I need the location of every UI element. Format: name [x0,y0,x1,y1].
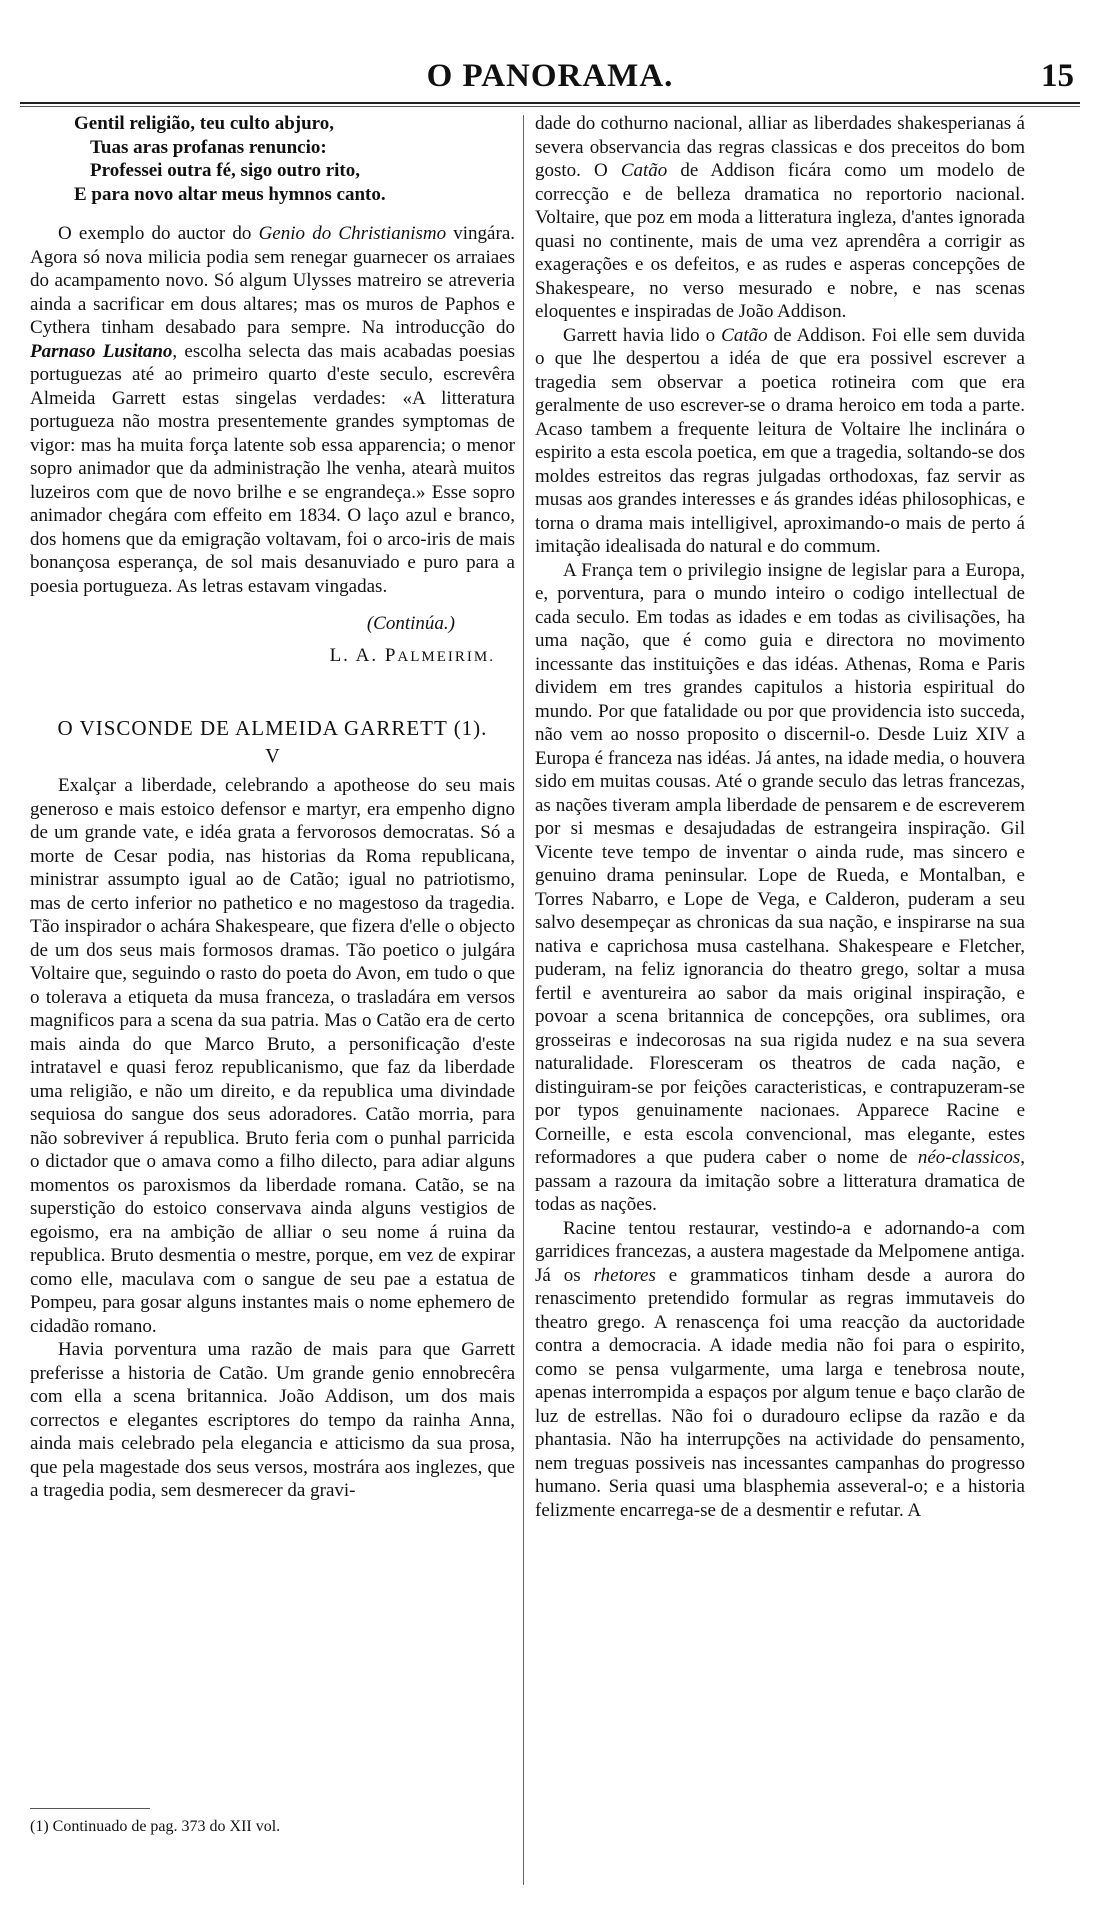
paragraph: Havia porventura uma razão de mais para que Garrett preferisse a historia de Catão. Um grande genio ennobrecêra com ella a scena britannica. João Addison, um dos mais correctos e elegantes escriptores do tempo da rainha Anna, ainda mais celebrado pela elegancia e atticismo da sua prosa, que pela magestade dos seus versos, mostrára aos inglezes, que a tragedia podia, sem desmerecer da gravi- [30,1339,515,1501]
verse-line: Professei outra fé, sigo outro rito, [90,160,360,181]
verse-line: E para novo altar meus hymnos canto. [74,183,386,205]
page-number: 15 [1041,58,1074,94]
page-header [20,58,1080,102]
work-title: Genio do Christianismo [258,223,447,244]
left-column [30,112,515,1503]
section-title: O VISCONDE DE ALMEIDA GARRETT (1). [57,716,488,740]
verse-line: Tuas aras profanas renuncio: [90,136,327,158]
footnote-rule [30,1808,150,1809]
verse-line: Gentil religião, teu culto abjuro, [74,113,335,134]
header-rule-thin [20,106,1080,107]
header-rule [20,102,1080,104]
verse-stanza [74,112,515,206]
section-number: V [265,744,280,767]
work-title: Parnaso Lusitano [30,340,173,362]
author-signature: L. A. PALMEIRIM. [329,644,495,666]
paragraph: Racine tentou restaurar, vestindo-a e adornando-a com garridices francezas, a austera magestade da Melpomene antiga. Já os rhetores e grammaticos tinham desde a aurora do renascimento pretendido formular as regras immutaveis do theatro grego. A renascença foi uma reacção da auctoridade contra a democracia. A idade media não foi para o espirito, como se pensa vulgarmente, uma larga e tenebrosa noute, apenas interrompida a espaços por algum tenue e baço clarão de luz de estrellas. Não foi o duradouro eclipse da razão e da phantasia. Não ha interrupções na actividade do pensamento, nem treguas possiveis nas incessantes campanhas do progresso humano. Seria quasi uma blasphemia asseveral-o; e a historia felizmente encarrega-se de a desmentir e refutar. A [535,1217,1025,1521]
paragraph: Exalçar a liberdade, celebrando a apotheose do seu mais generoso e mais estoico defensor e martyr, era empenho digno de um grande vate, e idéa grata a fervorosos democratas. Só a morte de Cesar podia, nas historias da Roma republicana, ministrar assumpto igual ao de Catão; igual no patriotismo, mas de certo inferior no pathetico e no magestoso da tragedia. Tão inspirador o achára Shakespeare, que fizera d'elle o objecto de um dos seus mais formosos dramas. Tão poetico o julgára Voltaire que, seguindo o rasto do poeta do Avon, em tudo o que o tolerava a etiqueta da musa franceza, o trasladára em versos magnificos para a scena da sua patria. Mas o Catão era de certo mais ainda do que Marco Bruto, a personificação d'este intratavel e quasi feroz republicanismo, que faz da liberdade uma religião, e não um direito, e da republica uma divindade sequiosa do sangue dos seus adoradores. Catão morria, para não sobreviver á republica. Bruto feria com o punhal parricida o dictador que o amava como a filho dilecto, para adiar alguns momentos os paroxismos da liberdade romana. Catão, se na superstição do estoico conservava ainda alguns vestigios de egoismo, era na ambição de alliar o seu nome á ruina da republica. Bruto desmentia o mestre, porque, em vez de expirar como elle, maculava com o sangue de seu pae a estatua de Pompeu, para gosar alguns instantes mais o nome ephemero de cidadão romano. [30,775,515,1337]
journal-title: O PANORAMA. [426,58,674,94]
paragraph: A França tem o privilegio insigne de legislar para a Europa, e, porventura, para o mundo inteiro o codigo intellectual de cada seculo. Em todas as idades e em todas as civilisações, ha uma nação, que é como guia e directora no movimento incessante das instituições e das idéas. Athenas, Roma e Paris dividem em tres grandes capitulos a historia espiritual do mundo. Por que fatalidade ou por que providencia isto succeda, não vem ao nosso proposito o discernil-o. Desde Luiz XIV a Europa é franceza nas idéas. Já antes, na idade media, o houvera sido em muitas cousas. Até o grande seculo das letras francezas, as nações tiveram ampla liberdade de pensarem e de escreverem por si mesmas e desajudadas de estrangeira inspiração. Gil Vicente teve tempo de inventar o ainda rude, mas sincero e genuino drama peninsular. Lope de Rueda, e Montalban, e Torres Nabarro, e Lope de Vega, e Calderon, puderam a seu salvo desempeçar as chronicas da sua nação, e inspirarse na sua nativa e caprichosa musa castelhana. Shakespeare e Fletcher, puderam, na feliz ignorancia do theatro grego, soltar a musa fertil e aventureira ao sabor da mais original inspiração, e povoar a scena britannica de concepções, ora sublimes, ora grosseiras e indecorosas na sua rigida nudez e na sua severa naturalidade. Floresceram os theatros de cada nação, e distinguiram-se por feições caracteristicas, e contrapuzeram-se por typos genuinamente nacionaes. Apparece Racine e Corneille, e esta escola convencional, mas elegante, estes reformadores a que pudera caber o nome de néo-classicos, passam a razoura da imitação sobre a litteratura dramatica de todas as nações. [535,559,1025,1215]
continua-note: (Continúa.) [366,613,455,634]
column-divider [523,115,524,1885]
paragraph: O exemplo do auctor do Genio do Christianismo vingára. Agora só nova milicia podia sem renegar guarnecer os arraiaes do acampamento novo. Só algum Ulysses matreiro se atreveria ainda a sacrificar em dous altares; mas os muros de Paphos e Cythera tinham desabado para sempre. Na introducção do Parnaso Lusitano, escolha selecta das mais acabadas poesias portuguezas até ao primeiro quarto d'este seculo, escrevêra Almeida Garrett estas singelas verdades: «A litteratura portugueza não mostra presentemente grandes symptomas de vigor: mas ha muita força latente sob essa apparencia; o menor sopro animador que da administração lhe venha, atearà muitos luzeiros com que de novo brilhe e se engrandeça.» Esse sopro animador chegára com effeito em 1834. O laço azul e branco, dos homens que da emigração voltavam, foi o arco-iris de mais bonançosa esperança, de sol mais desanuviado e puro para a poesia portugueza. As letras estavam vingadas. [30,223,516,597]
paragraph: dade do cothurno nacional, alliar as liberdades shakesperianas á severa observancia das regras classicas e dos preceitos do bom gosto. O Catão de Addison ficára como um modelo de correcção e de belleza dramatica no reportorio nacional. Voltaire, que poz em moda a litteratura ingleza, d'antes ignorada quasi no continente, mais de uma vez aprendêra a corrigir as exagerações e os defeitos, e as rudes e asperas concepções de Shakespeare, no verso mesurado e nobre, e nas scenas eloquentes e inspiradas de João Addison. [535,113,1025,322]
paragraph: Garrett havia lido o Catão de Addison. Foi elle sem duvida o que lhe despertou a idéa de que era possivel escrever a tragedia sem observar a poetica rotineira com que era geralmente de uso escrever-se o drama heroico em toda a parte. Acaso tambem a frequente leitura de Voltaire lhe inclinára o espirito a esta escola poetica, em que a tragedia, soltando-se dos moldes estreitos das regras julgadas orthodoxas, faz servir as musas aos grandes interesses e ás grandes idéas philosophicas, e torna o drama mais intelligivel, aproximando-o mais de perto á imitação idealisada do natural e do commum. [535,324,1025,557]
footnote: (1) Continuado de pag. 373 do XII vol. [30,1818,281,1835]
right-column [535,112,1025,1522]
